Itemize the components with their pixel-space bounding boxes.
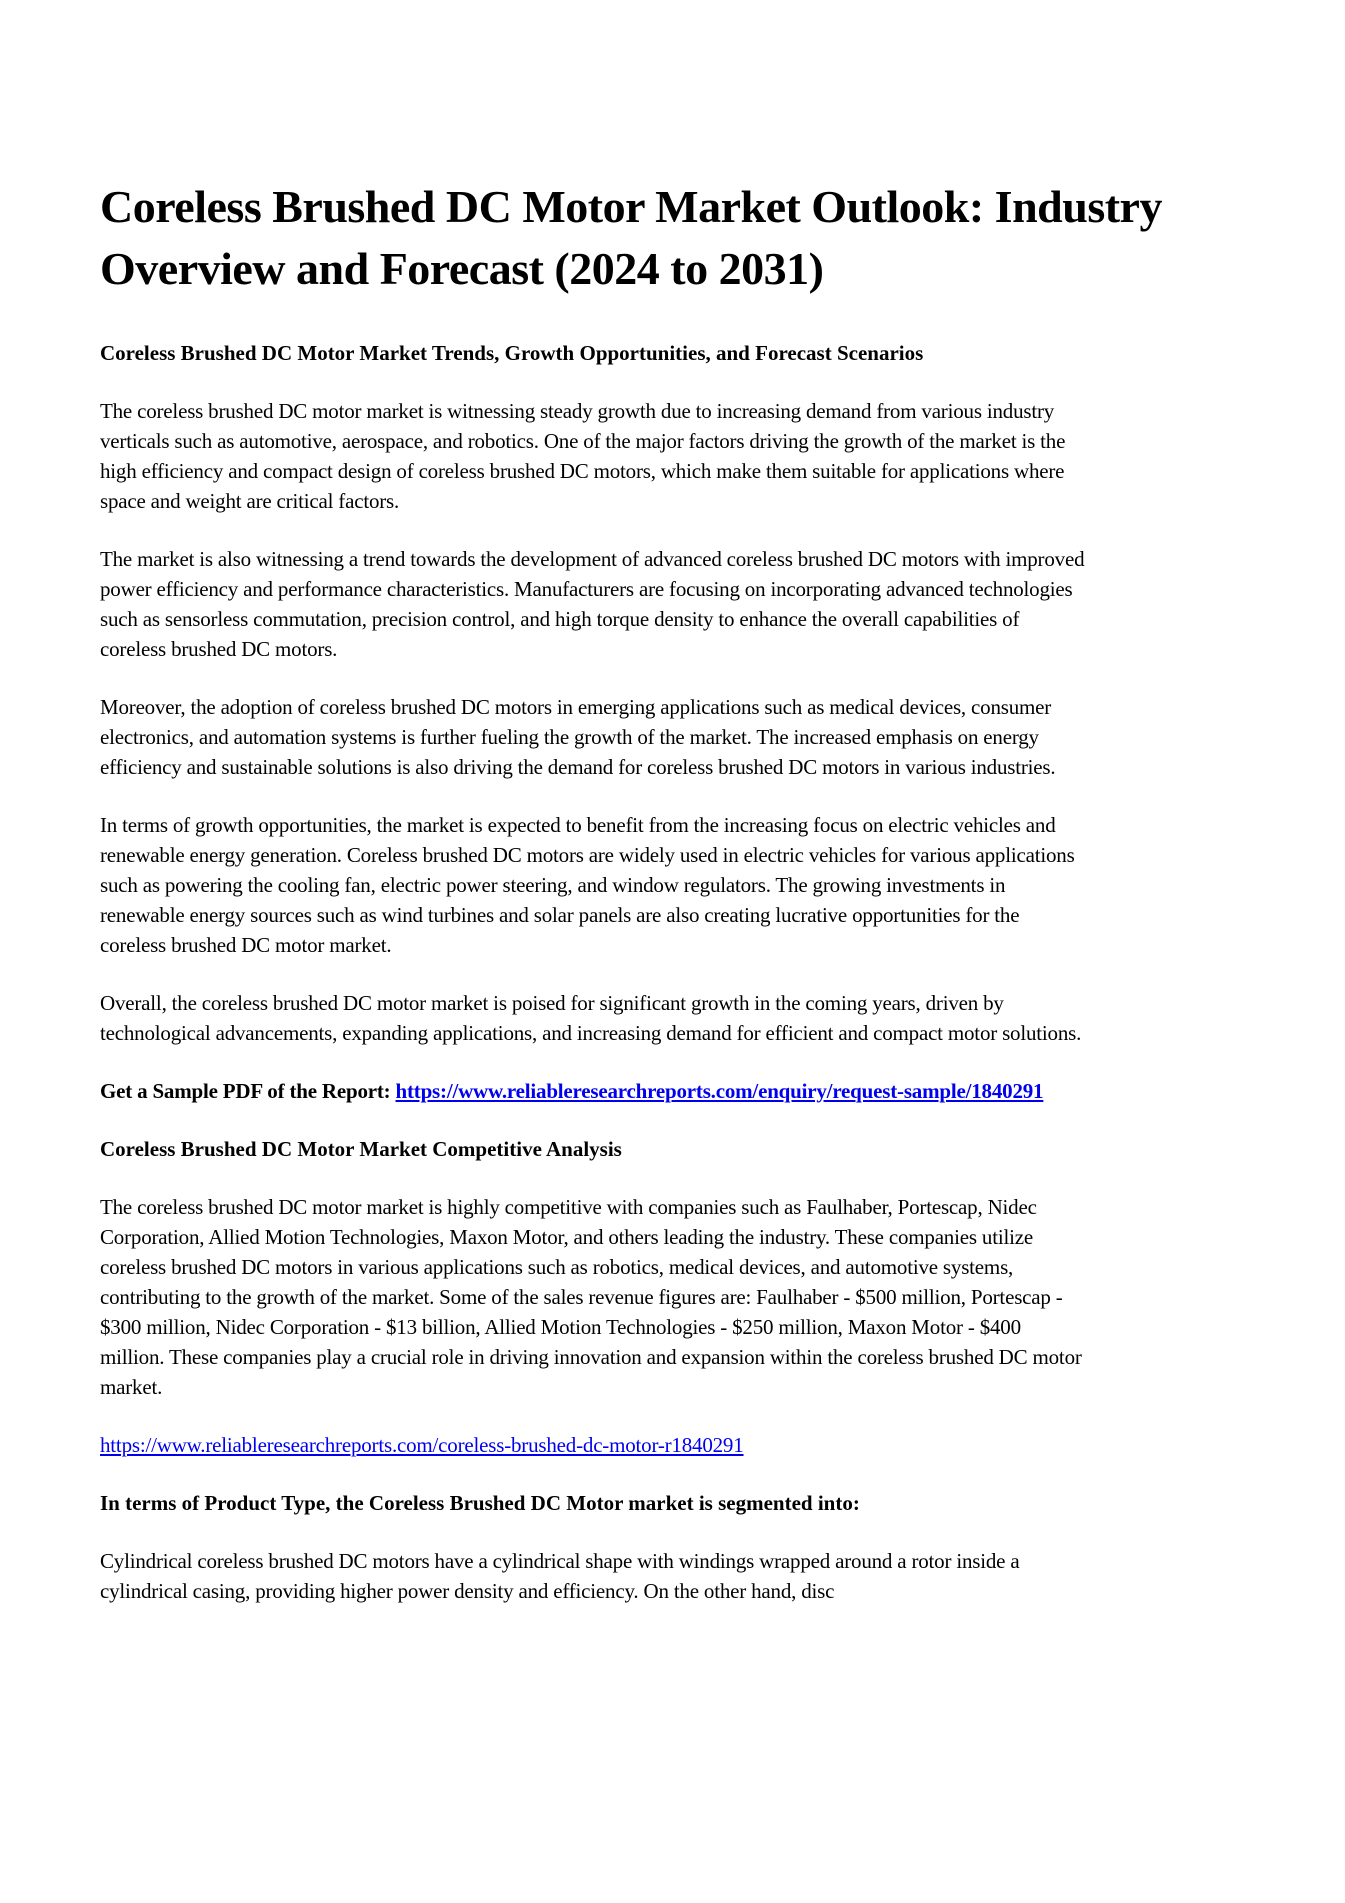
intro-paragraph-growth-opportunities: In terms of growth opportunities, the market is expected to benefit from the increasing focus on electric vehicles and renewable energy generation. Coreless brushed DC motors are widely used in electric vehicles for various applications such as powering the cooling fan, electric power steering, and window regulators. The growing investments in renewable energy sources such as wind turbines and solar panels are also creating lucrative opportunities for the coreless brushed DC motor market. <box>100 813 1075 957</box>
sample-cta-label: Get a Sample PDF of the Report: <box>100 1079 396 1103</box>
intro-paragraph-emerging-applications: Moreover, the adoption of coreless brushed DC motors in emerging applications such as medical devices, consumer electronics, and automation systems is further fueling the growth of the market. The increased emphasis on energy efficiency and sustainable solutions is also driving the demand for coreless brushed DC motors in various industries. <box>100 695 1056 779</box>
competitive-analysis-heading: Coreless Brushed DC Motor Market Competitive Analysis <box>100 1137 622 1161</box>
page-title: Coreless Brushed DC Motor Market Outlook: Industry Overview and Forecast (2024 to 2031) <box>100 181 1162 294</box>
sample-cta-line <box>100 1076 1085 1106</box>
intro-paragraph-market-growth: The coreless brushed DC motor market is witnessing steady growth due to increasing demand from various industry verticals such as automotive, aerospace, and robotics. One of the major factors driving the growth of the market is the high efficiency and compact design of coreless brushed DC motors, which make them suitable for applications where space and weight are critical factors. <box>100 399 1066 513</box>
competitive-analysis-paragraph: The coreless brushed DC motor market is highly competitive with companies such as Faulhaber, Portescap, Nidec Corporation, Allied Motion Technologies, Maxon Motor, and others leading the industry. These companies utilize coreless brushed DC motors in various applications such as robotics, medical devices, and automotive systems, contributing to the growth of the market. Some of the sales revenue figures are: Faulhaber - $500 million, Portescap - $300 million, Nidec Corporation - $13 billion, Allied Motion Technologies - $250 million, Maxon Motor - $400 million. These companies play a crucial role in driving innovation and expansion within the coreless brushed DC motor market. <box>100 1195 1082 1399</box>
report-link-line <box>100 1430 1085 1460</box>
intro-paragraph-trends: The market is also witnessing a trend towards the development of advanced coreless brushed DC motors with improved power efficiency and performance characteristics. Manufacturers are focusing on incorporating advanced technologies such as sensorless commutation, precision control, and high torque density to enhance the overall capabilities of coreless brushed DC motors. <box>100 547 1085 661</box>
subtitle-heading: Coreless Brushed DC Motor Market Trends, Growth Opportunities, and Forecast Scenarios <box>100 341 924 365</box>
segmentation-paragraph: Cylindrical coreless brushed DC motors have a cylindrical shape with windings wrapped around a rotor inside a cylindrical casing, providing higher power density and efficiency. On the other hand, disc <box>100 1549 1020 1603</box>
sample-request-link[interactable]: https://www.reliableresearchreports.com/enquiry/request-sample/1840291 <box>395 1079 1044 1103</box>
segmentation-heading: In terms of Product Type, the Coreless Brushed DC Motor market is segmented into: <box>100 1491 860 1515</box>
report-link[interactable]: https://www.reliableresearchreports.com/coreless-brushed-dc-motor-r1840291 <box>100 1433 744 1457</box>
intro-paragraph-overall-outlook: Overall, the coreless brushed DC motor market is poised for significant growth in the coming years, driven by technological advancements, expanding applications, and increasing demand for efficient and compact motor solutions. <box>100 991 1082 1045</box>
